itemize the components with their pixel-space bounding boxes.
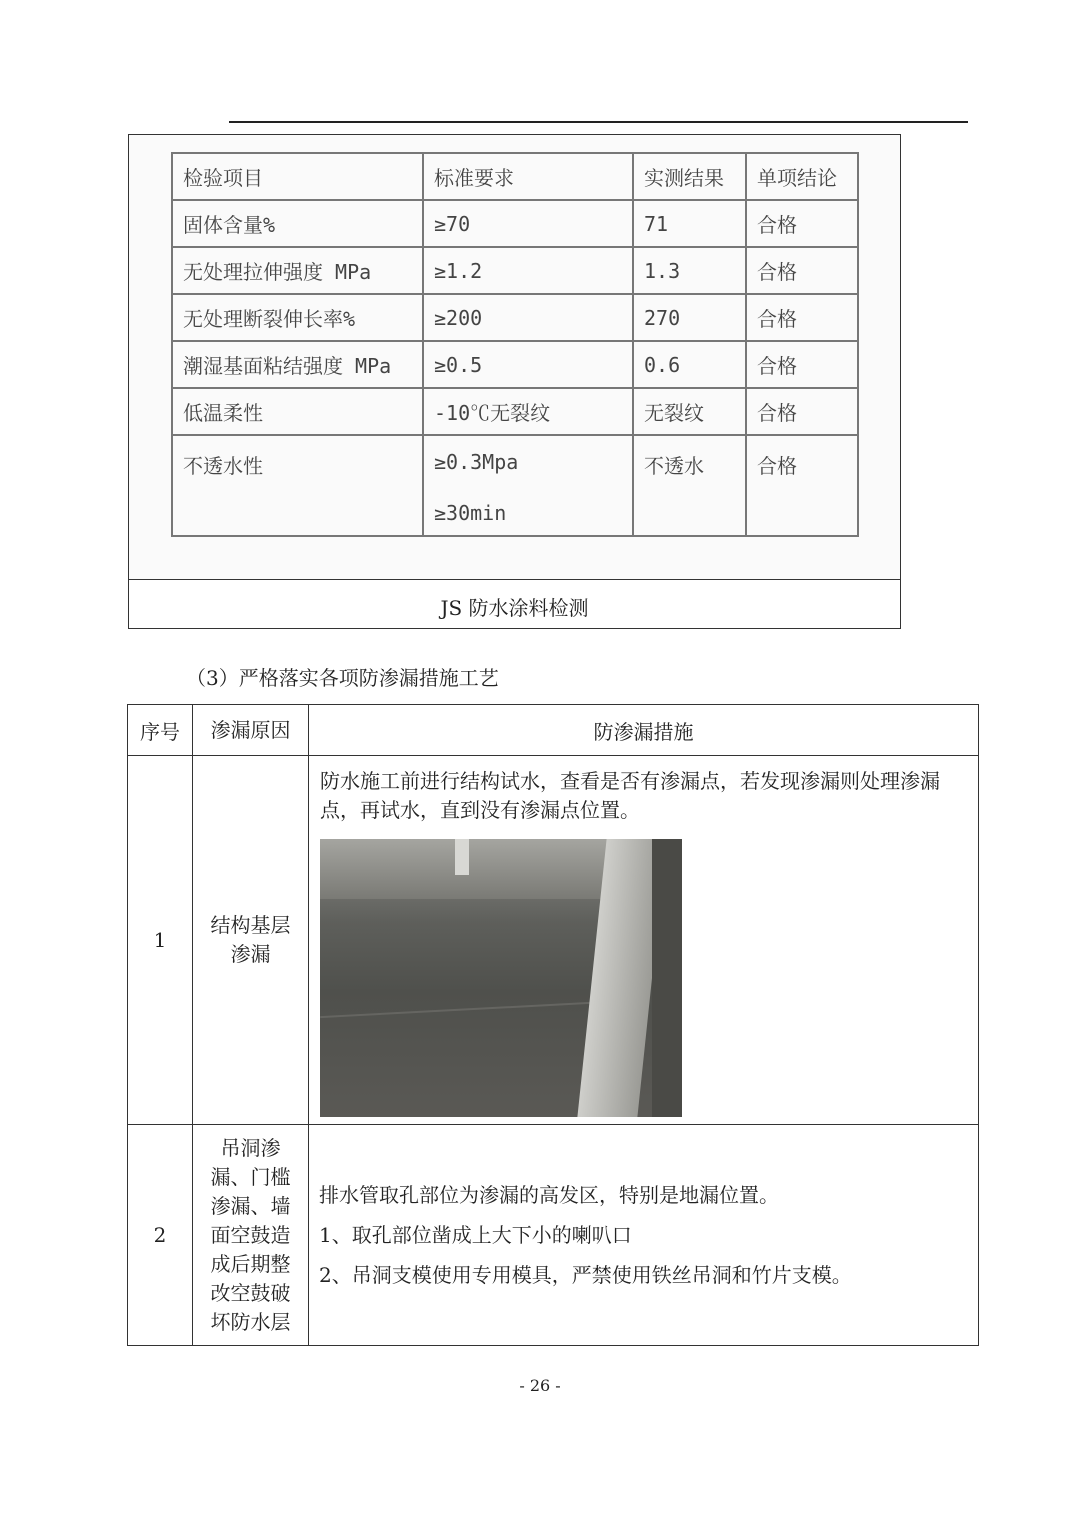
inspection-item: 无处理拉伸强度 MPa bbox=[172, 247, 423, 294]
inspection-conclusion: 合格 bbox=[746, 388, 858, 435]
inspection-conclusion: 合格 bbox=[746, 247, 858, 294]
leak-measure bbox=[309, 756, 979, 1125]
inspection-standard: ≥0.5 bbox=[423, 341, 633, 388]
table-row bbox=[172, 341, 858, 388]
figure-caption: JS 防水涂料检测 bbox=[440, 596, 589, 620]
inspection-header-row bbox=[172, 153, 858, 200]
leak-cause bbox=[193, 756, 309, 1125]
inspection-item: 潮湿基面粘结强度 MPa bbox=[172, 341, 423, 388]
table-row bbox=[172, 247, 858, 294]
inspection-header-item: 检验项目 bbox=[172, 153, 423, 200]
table-row bbox=[172, 200, 858, 247]
measures-header-cause: 渗漏原因 bbox=[193, 705, 309, 756]
row-number: 2 bbox=[128, 1125, 193, 1346]
leak-cause-line1: 结构基层 bbox=[210, 913, 291, 937]
inspection-item: 不透水性 bbox=[172, 435, 423, 536]
inspection-result: 1.3 bbox=[633, 247, 746, 294]
inspection-standard: ≥1.2 bbox=[423, 247, 633, 294]
inspection-standard-line2: ≥30min bbox=[434, 501, 507, 525]
leak-cause-line2: 渗漏 bbox=[230, 942, 271, 966]
inspection-figure bbox=[128, 134, 901, 629]
inspection-conclusion: 合格 bbox=[746, 294, 858, 341]
leak-measure-line: 2、吊洞支模使用专用模具，严禁使用铁丝吊洞和竹片支模。 bbox=[319, 1263, 852, 1287]
table-row bbox=[172, 388, 858, 435]
inspection-result: 不透水 bbox=[633, 435, 746, 536]
measures-table bbox=[127, 704, 979, 1346]
inspection-result: 270 bbox=[633, 294, 746, 341]
leak-measure-text: 防水施工前进行结构试水，查看是否有渗漏点，若发现渗漏则处理渗漏点，再试水，直到没有渗漏点位置。 bbox=[320, 769, 940, 822]
leak-measure-line: 排水管取孔部位为渗漏的高发区，特别是地漏位置。 bbox=[319, 1183, 779, 1207]
table-row bbox=[172, 435, 858, 536]
header-rule bbox=[229, 121, 968, 123]
inspection-result: 0.6 bbox=[633, 341, 746, 388]
water-test-photo bbox=[320, 839, 682, 1117]
page-number: - 26 - bbox=[519, 1376, 561, 1395]
figure-caption-row bbox=[129, 579, 900, 629]
measures-header-no: 序号 bbox=[128, 705, 193, 756]
leak-cause: 吊洞渗漏、门槛渗漏、墙面空鼓造成后期整改空鼓破坏防水层 bbox=[193, 1125, 309, 1346]
inspection-item: 固体含量% bbox=[172, 200, 423, 247]
leak-measure bbox=[309, 1125, 979, 1346]
inspection-header-result: 实测结果 bbox=[633, 153, 746, 200]
inspection-header-standard: 标准要求 bbox=[423, 153, 633, 200]
inspection-header-conclusion: 单项结论 bbox=[746, 153, 858, 200]
inspection-item: 低温柔性 bbox=[172, 388, 423, 435]
inspection-standard bbox=[423, 435, 633, 536]
table-row bbox=[128, 1125, 979, 1346]
photo-pillar-shadow bbox=[652, 839, 682, 1117]
inspection-standard: -10℃无裂纹 bbox=[423, 388, 633, 435]
inspection-standard-line1: ≥0.3Mpa bbox=[434, 450, 519, 474]
measures-header-measure: 防渗漏措施 bbox=[309, 705, 979, 756]
table-row bbox=[172, 294, 858, 341]
inspection-table-image bbox=[129, 135, 900, 579]
photo-floor-line bbox=[320, 1002, 590, 1018]
inspection-conclusion: 合格 bbox=[746, 341, 858, 388]
measures-header-row bbox=[128, 705, 979, 756]
inspection-standard: ≥70 bbox=[423, 200, 633, 247]
inspection-item: 无处理断裂伸长率% bbox=[172, 294, 423, 341]
leak-measure-line: 1、取孔部位凿成上大下小的喇叭口 bbox=[319, 1223, 632, 1247]
inspection-result: 无裂纹 bbox=[633, 388, 746, 435]
section-title: （3）严格落实各项防渗漏措施工艺 bbox=[186, 666, 499, 690]
photo-bar bbox=[455, 839, 469, 875]
inspection-result: 71 bbox=[633, 200, 746, 247]
inspection-standard: ≥200 bbox=[423, 294, 633, 341]
inspection-conclusion: 合格 bbox=[746, 200, 858, 247]
inspection-conclusion: 合格 bbox=[746, 435, 858, 536]
inspection-table bbox=[171, 152, 859, 537]
row-number: 1 bbox=[128, 756, 193, 1125]
table-row bbox=[128, 756, 979, 1125]
